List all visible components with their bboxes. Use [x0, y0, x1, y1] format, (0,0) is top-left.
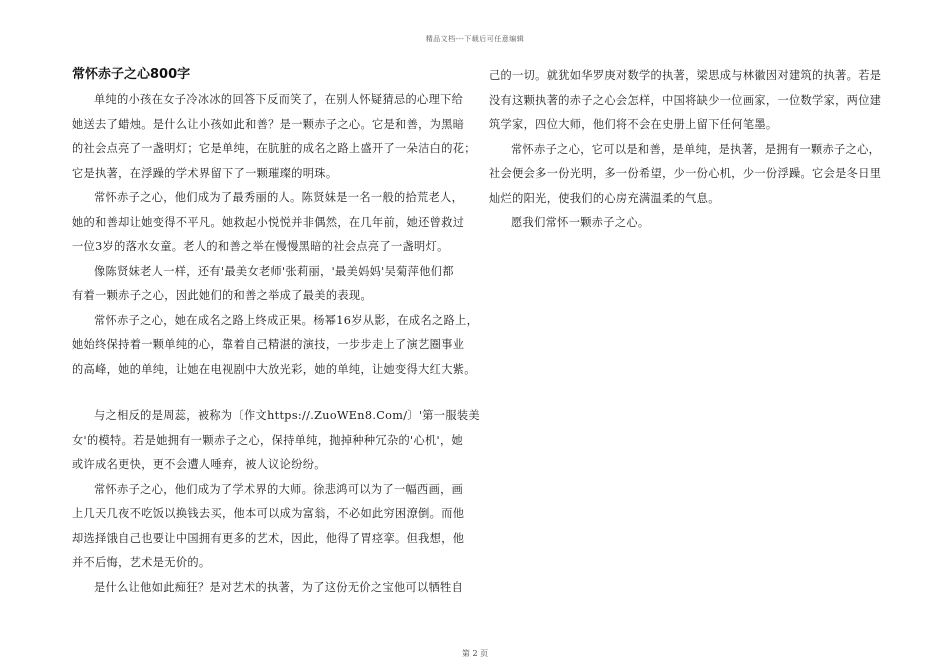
text-line: 却选择饿自己也要让中国拥有更多的艺术，因此，他得了胃痉挛。但我想，他 — [72, 531, 465, 545]
text-line: 她的和善却让她变得不平凡。她救起小悦悦并非偶然，在几年前，她还曾救过 — [72, 215, 465, 229]
page-number: 第 2 页 — [461, 649, 489, 658]
text-line: 的高峰，她的单纯，让她在电视剧中大放光彩，她的单纯，让她变得大红大紫。 — [72, 362, 476, 376]
text-line: 上几天几夜不吃饭以换钱去买，他本可以成为富翁，不必如此穷困潦倒。而他 — [72, 507, 465, 520]
text-line: 像陈贤妹老人一样，还有'最美女老师'张莉丽，'最美妈妈'吴菊萍他们都 — [94, 264, 454, 278]
text-line: 灿烂的阳光，使我们的心房充满温柔的气息。 — [489, 191, 720, 205]
text-line: 没有这颗执著的赤子之心会怎样，中国将缺少一位画家，一位数学家，两位建 — [489, 93, 882, 107]
text-line: 是什么让他如此痴狂？是对艺术的执著，为了这份无价之宝他可以牺牲自 — [94, 580, 464, 594]
text-line: 她送去了蜡烛。是什么让小孩如此和善？是一颗赤子之心。它是和善，为黑暗 — [72, 117, 465, 131]
paragraph-gap — [72, 382, 464, 404]
text-line: 与之相反的是周蕊，被称为〔作文https://.ZuoWEn8.Com/〕'第一服装美 — [94, 409, 480, 422]
text-line: 常怀赤子之心，他们成为了学术界的大师。徐悲鸿可以为了一幅西画，画 — [94, 482, 464, 496]
left-column — [72, 64, 480, 600]
essay-title: 常怀赤子之心800字 — [72, 67, 191, 82]
page-header: 精品文档---下载后可任意编辑 — [425, 35, 525, 43]
text-line: 一位3岁的落水女童。老人的和善之举在慢慢黑暗的社会点亮了一盏明灯。 — [72, 240, 449, 253]
text-line: 社会便会多一份光明，多一份希望，少一份心机，少一份浮躁。它会是冬日里 — [489, 167, 882, 180]
text-line: 单纯的小孩在女子冷冰冰的回答下反而笑了，在别人怀疑猜忌的心理下给 — [94, 93, 464, 106]
text-line: 愿我们常怀一颗赤子之心。 — [511, 216, 650, 229]
text-line: 有着一颗赤子之心，因此她们的和善之举成了最美的表现。 — [72, 289, 372, 302]
text-line: 的社会点亮了一盏明灯；它是单纯，在肮脏的成名之路上盛开了一朵洁白的花； — [72, 142, 476, 155]
text-line: 她始终保持着一颗单纯的心，靠着自己精湛的演技，一步步走上了演艺圈事业 — [72, 338, 465, 351]
text-line: 己的一切。就犹如华罗庚对数学的执著，梁思成与林徽因对建筑的执著。若是 — [489, 69, 882, 82]
text-line: 女'的模特。若是她拥有一颗赤子之心，保持单纯，抛掉种种冗杂的'心机'，她 — [72, 433, 464, 447]
right-column — [489, 64, 882, 236]
text-line: 常怀赤子之心，他们成为了最秀丽的人。陈贤妹是一名一般的拾荒老人， — [94, 191, 464, 204]
text-line: 它是执著，在浮躁的学术界留下了一颗璀璨的明珠。 — [72, 166, 338, 180]
text-line: 并不后悔，艺术是无价的。 — [72, 556, 211, 569]
text-line: 或许成名更快，更不会遭人唾弃，被人议论纷纷。 — [72, 458, 326, 471]
text-line: 筑学家，四位大师，他们将不会在史册上留下任何笔墨。 — [489, 118, 778, 131]
text-line: 常怀赤子之心，她在成名之路上终成正果。杨幂16岁从影，在成名之路上， — [94, 313, 479, 327]
text-line: 常怀赤子之心，它可以是和善，是单纯，是执著，是拥有一颗赤子之心， — [511, 142, 881, 156]
